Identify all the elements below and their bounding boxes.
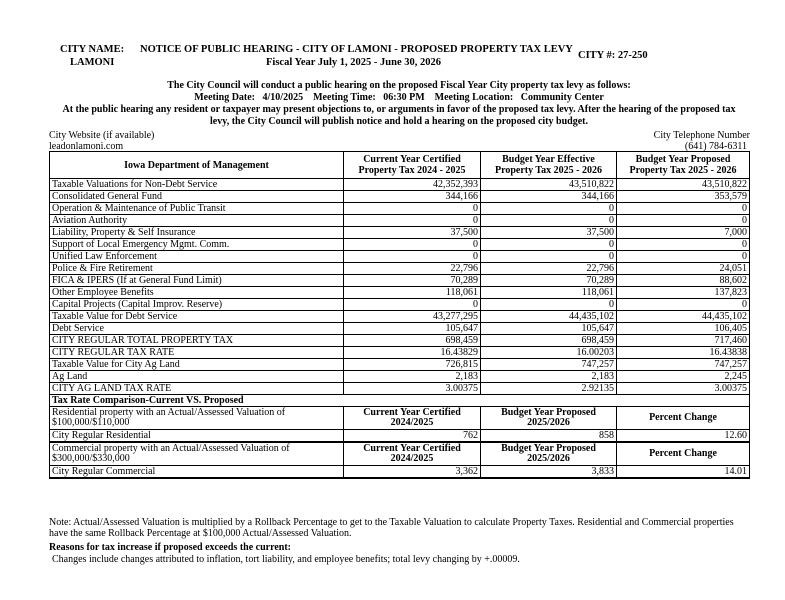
row-value: 0 (617, 251, 750, 263)
table-header-row (50, 152, 750, 179)
table-row (50, 239, 750, 251)
row-label: CITY REGULAR TAX RATE (50, 347, 344, 359)
row-value: 0 (617, 215, 750, 227)
row-value: 2,183 (344, 371, 481, 383)
comparison-title-row (50, 395, 750, 407)
commercial-row-value: 14.01 (617, 466, 750, 479)
row-label: Other Employee Benefits (50, 287, 344, 299)
row-label: Operation & Maintenance of Public Transit (50, 203, 344, 215)
row-value: 43,277,295 (344, 311, 481, 323)
commercial-row-value: 3,833 (481, 466, 617, 479)
row-value: 353,579 (617, 191, 750, 203)
row-value: 0 (617, 239, 750, 251)
row-label: CITY AG LAND TAX RATE (50, 383, 344, 395)
website: leadonlamoni.com (49, 141, 124, 152)
row-value: 22,796 (344, 263, 481, 275)
table-row (50, 179, 750, 191)
row-value: 717,460 (617, 335, 750, 347)
row-value: 2,245 (617, 371, 750, 383)
row-value: 43,510,822 (481, 179, 617, 191)
row-label: FICA & IPERS (If at General Fund Limit) (50, 275, 344, 287)
table-row (50, 191, 750, 203)
website-label: City Website (if available) (49, 130, 155, 141)
table-row (50, 203, 750, 215)
row-value: 88,602 (617, 275, 750, 287)
phone: (641) 784-6311 (684, 141, 747, 152)
row-value: 16.43829 (344, 347, 481, 359)
meeting-date-label: Meeting Date: (194, 92, 256, 103)
col-header-proposed: Budget Year Proposed Property Tax 2025 - 2026 (617, 152, 750, 179)
row-value: 7,000 (617, 227, 750, 239)
row-value: 3.00375 (344, 383, 481, 395)
row-value: 16.00203 (481, 347, 617, 359)
table-row (50, 275, 750, 287)
row-value: 344,166 (481, 191, 617, 203)
row-label: Debt Service (50, 323, 344, 335)
row-value: 0 (344, 299, 481, 311)
commercial-value-row (50, 466, 750, 479)
row-value: 70,289 (344, 275, 481, 287)
row-value: 37,500 (481, 227, 617, 239)
row-value: 0 (481, 299, 617, 311)
residential-row-label: City Regular Residential (50, 430, 344, 443)
col-header-current: Current Year Certified Property Tax 2024 - 2025 (344, 152, 481, 179)
residential-header-row (50, 407, 750, 430)
residential-proposed-header: Budget Year Proposed 2025/2026 (481, 407, 617, 430)
row-value: 43,510,822 (617, 179, 750, 191)
commercial-description: Commercial property with an Actual/Assessed Valuation of $300,000/$330,000 (50, 442, 344, 466)
fiscal-year: Fiscal Year July 1, 2025 - June 30, 2026 (266, 57, 441, 68)
table-row (50, 335, 750, 347)
table-row (50, 383, 750, 395)
row-value: 42,352,393 (344, 179, 481, 191)
row-value: 0 (481, 239, 617, 251)
row-value: 0 (481, 203, 617, 215)
row-value: 0 (617, 203, 750, 215)
table-row (50, 215, 750, 227)
meeting-date: 4/10/2025 (262, 92, 304, 103)
row-value: 747,257 (617, 359, 750, 371)
residential-row-value: 12.60 (617, 430, 750, 443)
residential-row-value: 762 (344, 430, 481, 443)
commercial-row-label: City Regular Commercial (50, 466, 344, 479)
row-label: Taxable Value for Debt Service (50, 311, 344, 323)
row-value: 0 (344, 215, 481, 227)
row-value: 0 (344, 251, 481, 263)
row-value: 44,435,102 (481, 311, 617, 323)
row-value: 106,405 (617, 323, 750, 335)
intro-line: The City Council will conduct a public hearing on the proposed Fiscal Year City property tax levy as follows: (167, 80, 631, 91)
row-value: 70,289 (481, 275, 617, 287)
meeting-time: 06:30 PM (383, 92, 425, 103)
row-label: Police & Fire Retirement (50, 263, 344, 275)
col-header-effective: Budget Year Effective Property Tax 2025 - 2026 (481, 152, 617, 179)
row-value: 0 (344, 239, 481, 251)
commercial-percent-header: Percent Change (617, 442, 750, 466)
table-row (50, 251, 750, 263)
residential-description: Residential property with an Actual/Assessed Valuation of $100,000/$110,000 (50, 407, 344, 430)
meeting-location-label: Meeting Location: (434, 92, 514, 103)
commercial-header-row (50, 442, 750, 466)
commercial-current-header: Current Year Certified 2024/2025 (344, 442, 481, 466)
note: Note: Actual/Assessed Valuation is multiplied by a Rollback Percentage to get to the Taxable Valuation to calculate Property Taxes. Residential and Commercial properties have the same Rollback Percentage at $100,000 Actual/Assessed Valuation. (49, 517, 734, 539)
levy-table (49, 151, 750, 479)
table-row (50, 323, 750, 335)
row-label: Taxable Valuations for Non-Debt Service (50, 179, 344, 191)
city-name-label: CITY NAME: (60, 44, 125, 55)
row-label: Liability, Property & Self Insurance (50, 227, 344, 239)
commercial-row-value: 3,362 (344, 466, 481, 479)
row-value: 22,796 (481, 263, 617, 275)
row-value: 0 (617, 299, 750, 311)
row-value: 344,166 (344, 191, 481, 203)
meeting-info (49, 92, 749, 104)
row-value: 24,051 (617, 263, 750, 275)
row-value: 0 (481, 251, 617, 263)
comparison-title: Tax Rate Comparison-Current VS. Proposed (50, 395, 750, 407)
residential-percent-header: Percent Change (617, 407, 750, 430)
row-value: 2.92135 (481, 383, 617, 395)
row-value: 44,435,102 (617, 311, 750, 323)
row-value: 698,459 (481, 335, 617, 347)
row-label: Ag Land (50, 371, 344, 383)
row-value: 2,183 (481, 371, 617, 383)
row-value: 118,061 (344, 287, 481, 299)
row-value: 3.00375 (617, 383, 750, 395)
row-label: Unified Law Enforcement (50, 251, 344, 263)
row-value: 37,500 (344, 227, 481, 239)
table-row (50, 359, 750, 371)
table-row (50, 311, 750, 323)
col-header-dept: Iowa Department of Management (50, 152, 344, 179)
phone-label: City Telephone Number (653, 130, 750, 141)
notice-title: NOTICE OF PUBLIC HEARING - CITY OF LAMONI - PROPOSED PROPERTY TAX LEVY (140, 44, 573, 55)
row-value: 16.43838 (617, 347, 750, 359)
meeting-location: Community Center (520, 92, 604, 103)
row-label: Support of Local Emergency Mgmt. Comm. (50, 239, 344, 251)
row-value: 726,815 (344, 359, 481, 371)
table-row (50, 263, 750, 275)
residential-row-value: 858 (481, 430, 617, 443)
row-value: 747,257 (481, 359, 617, 371)
city-name-value: LAMONI (70, 57, 115, 68)
row-value: 105,647 (481, 323, 617, 335)
hearing-paragraph: At the public hearing any resident or taxpayer may present objections to, or arguments in favor of the proposed tax levy. After the hearing of the proposed tax levy, the City Council will publish notice and hold a hearing on the proposed city budget. (62, 104, 736, 127)
city-number: CITY #: 27-250 (578, 50, 648, 61)
row-label: Taxable Value for City Ag Land (50, 359, 344, 371)
table-row (50, 347, 750, 359)
row-value: 137,823 (617, 287, 750, 299)
reasons-heading: Reasons for tax increase if proposed exceeds the current: (49, 542, 292, 553)
row-value: 0 (344, 203, 481, 215)
table-row (50, 371, 750, 383)
table-row (50, 299, 750, 311)
residential-value-row (50, 430, 750, 443)
row-label: Capital Projects (Capital Improv. Reserve) (50, 299, 344, 311)
table-row (50, 227, 750, 239)
row-label: Aviation Authority (50, 215, 344, 227)
row-label: Consolidated General Fund (50, 191, 344, 203)
commercial-proposed-header: Budget Year Proposed 2025/2026 (481, 442, 617, 466)
reasons-text: Changes include changes attributed to inflation, tort liability, and employee benefits; total levy changing by +.00009. (52, 554, 520, 565)
row-value: 105,647 (344, 323, 481, 335)
row-value: 118,061 (481, 287, 617, 299)
table-row (50, 287, 750, 299)
row-value: 0 (481, 215, 617, 227)
residential-current-header: Current Year Certified 2024/2025 (344, 407, 481, 430)
meeting-time-label: Meeting Time: (313, 92, 376, 103)
row-value: 698,459 (344, 335, 481, 347)
row-label: CITY REGULAR TOTAL PROPERTY TAX (50, 335, 344, 347)
